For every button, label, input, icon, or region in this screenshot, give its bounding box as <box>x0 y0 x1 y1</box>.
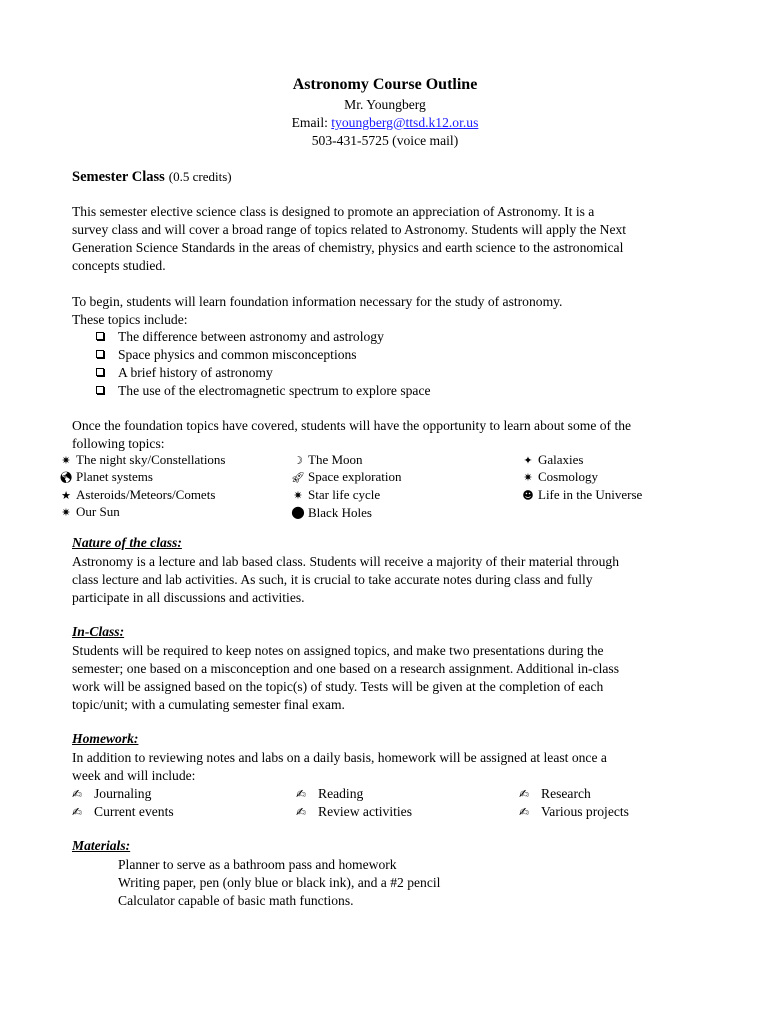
checkbox-bullet-icon <box>96 350 104 358</box>
teacher-name: Mr. Youngberg <box>344 97 426 112</box>
semester-label: Semester Class <box>72 169 165 185</box>
checkbox-bullet-icon <box>96 368 104 376</box>
list-item: Writing paper, pen (only blue or black ink), and a #2 pencil <box>118 875 441 890</box>
list-item: A brief history of astronomy <box>96 364 736 382</box>
homework-col-2 <box>296 785 412 821</box>
star-icon: ✷ <box>61 454 71 467</box>
list-item: ☻ Life in the Universe <box>518 487 642 504</box>
star-icon: ✷ <box>523 471 533 485</box>
nature-paragraph <box>72 553 712 607</box>
galaxy-icon: ✦ <box>523 454 533 467</box>
list-item: ✍ Reading <box>296 786 364 801</box>
intro-line: survey class and will cover a broad range of topics related to Astronomy. Students will apply the Next <box>72 222 627 237</box>
list-item: ✍ Review activities <box>296 804 412 819</box>
writing-hand-icon: ✍ <box>296 805 307 819</box>
nature-heading: Nature of the class: <box>72 535 182 550</box>
list-item: 🌎︎ Planet systems <box>56 469 226 486</box>
topics-col-2 <box>288 452 402 521</box>
inclass-paragraph <box>72 642 712 714</box>
checkbox-bullet-icon <box>96 386 104 394</box>
writing-hand-icon: ✍ <box>72 787 83 801</box>
email-label: Email: <box>291 115 328 130</box>
list-item: Space physics and common misconceptions <box>96 346 736 364</box>
moon-icon: ☽ <box>293 454 303 467</box>
list-item: The use of the electromagnetic spectrum to explore space <box>96 382 736 400</box>
homework-col-3 <box>519 785 629 821</box>
list-item: ✷ Our Sun <box>56 504 226 521</box>
page-title: Astronomy Course Outline <box>292 76 478 93</box>
list-item: ✷ The night sky/Constellations <box>56 452 226 469</box>
materials-list <box>118 856 758 910</box>
semester-credits: (0.5 credits) <box>168 169 232 184</box>
list-item: 🚀︎ Space exploration <box>288 469 402 486</box>
writing-hand-icon: ✍ <box>72 805 83 819</box>
foundation-line: These topics include: <box>72 312 188 327</box>
list-item: Calculator capable of basic math functions. <box>118 893 354 908</box>
star-icon: ✷ <box>293 488 303 502</box>
list-item: ★ Asteroids/Meteors/Comets <box>56 487 226 504</box>
topics-line: following topics: <box>72 436 165 451</box>
homework-heading: Homework: <box>72 731 139 746</box>
list-item: ✷ Star life cycle <box>288 487 402 504</box>
sun-icon: ✷ <box>61 505 71 519</box>
materials-heading: Materials: <box>72 838 131 853</box>
inclass-line: semester; one based on a misconception and one based on a research assignment. Additional in-class <box>72 661 619 676</box>
topics-col-1 <box>56 452 226 521</box>
list-item: ✍ Research <box>519 786 591 801</box>
topics-line: Once the foundation topics have covered, students will have the opportunity to learn about some of the <box>72 418 632 433</box>
email-link[interactable]: tyoungberg@ttsd.k12.or.us <box>331 115 479 130</box>
nature-line: Astronomy is a lecture and lab based class. Students will receive a majority of their material through <box>72 554 619 569</box>
writing-hand-icon: ✍ <box>296 787 307 801</box>
black-hole-icon: ● <box>291 501 305 521</box>
topics-paragraph <box>72 417 712 453</box>
alien-icon: ☻ <box>522 488 534 502</box>
list-item: ✍ Journaling <box>72 786 152 801</box>
star-icon: ★ <box>61 488 71 502</box>
phone-line: 503-431-5725 (voice mail) <box>311 133 459 148</box>
inclass-line: Students will be required to keep notes on assigned topics, and make two presentations during the <box>72 643 604 658</box>
checkbox-bullet-icon <box>96 332 104 340</box>
writing-hand-icon: ✍ <box>519 805 530 819</box>
nature-line: participate in all discussions and activities. <box>72 590 305 605</box>
foundation-line: To begin, students will learn foundation information necessary for the study of astronomy. <box>72 294 563 309</box>
intro-paragraph <box>72 203 712 275</box>
list-item: Planner to serve as a bathroom pass and homework <box>118 857 397 872</box>
topics-col-3 <box>518 452 642 504</box>
foundation-paragraph <box>72 293 712 329</box>
list-item: The difference between astronomy and astrology <box>96 328 736 346</box>
list-item: ✦ Galaxies <box>518 452 642 469</box>
intro-line: concepts studied. <box>72 258 166 273</box>
writing-hand-icon: ✍ <box>519 787 530 801</box>
inclass-line: work will be assigned based on the topic(s) of study. Tests will be given at the completion of each <box>72 679 604 694</box>
homework-line: week and will include: <box>72 768 196 783</box>
email-line <box>0 114 770 132</box>
list-item: ● Black Holes <box>288 504 402 521</box>
intro-line: Generation Science Standards in the areas of chemistry, physics and earth science to the astronomical <box>72 240 624 255</box>
homework-col-1 <box>72 785 174 821</box>
homework-paragraph <box>72 749 712 785</box>
semester-line <box>72 168 232 186</box>
list-item: ✍ Current events <box>72 804 174 819</box>
inclass-heading: In-Class: <box>72 624 125 639</box>
intro-line: This semester elective science class is designed to promote an appreciation of Astronomy. It is a <box>72 204 595 219</box>
list-item: ✍ Various projects <box>519 804 629 819</box>
homework-line: In addition to reviewing notes and labs on a daily basis, homework will be assigned at least once a <box>72 750 607 765</box>
inclass-line: topic/unit; with a cumulating semester final exam. <box>72 697 345 712</box>
nature-line: class lecture and lab activities. As such, it is crucial to take accurate notes during class and fully <box>72 572 593 587</box>
foundation-list <box>96 328 736 400</box>
rocket-icon: 🚀︎ <box>291 471 305 485</box>
list-item: ✷ Cosmology <box>518 469 642 486</box>
list-item: ☽ The Moon <box>288 452 402 469</box>
globe-icon: 🌎︎ <box>59 471 73 485</box>
